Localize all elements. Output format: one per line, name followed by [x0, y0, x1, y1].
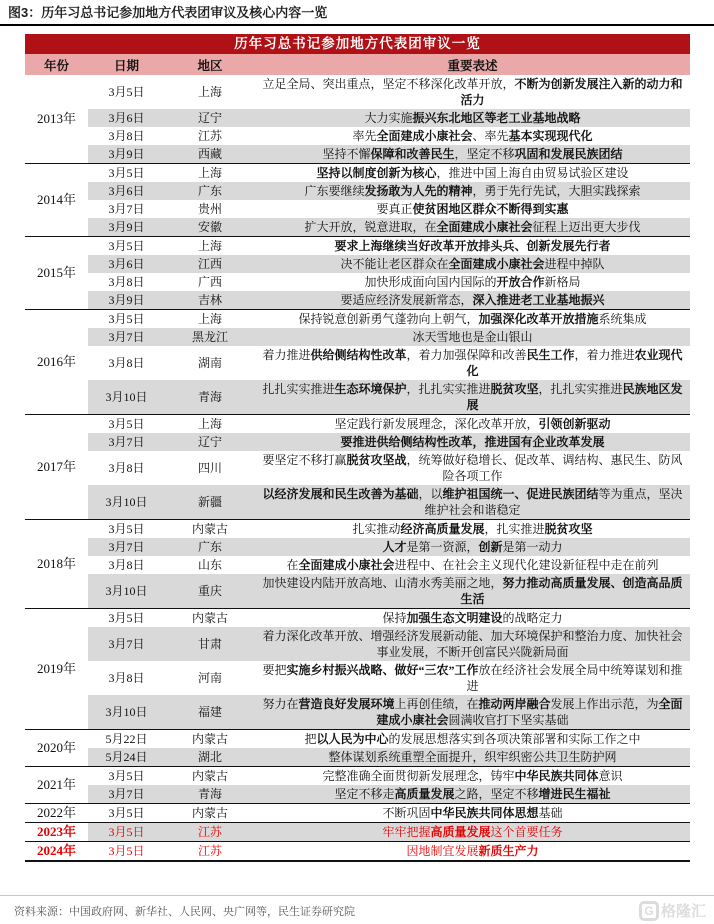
table-row	[25, 730, 690, 749]
statement-segment: 整体谋划系统重塑全面提升，织牢织密公共卫生防护网	[328, 750, 617, 764]
statement-bold-segment: 全面建成小康社会	[448, 257, 545, 271]
table-row	[25, 485, 690, 520]
statement-bold-segment: 以人民为中心	[316, 732, 389, 746]
region-cell: 安徽	[165, 218, 255, 237]
statement-segment: ，以	[418, 487, 443, 501]
figure-title: 图3：历年习总书记参加地方代表团审议及核心内容一览	[8, 5, 328, 20]
statement-cell	[255, 218, 690, 237]
statement-cell	[255, 75, 690, 109]
statement-bold-segment: 营造良好发展环境	[298, 697, 395, 711]
statement-segment: ，着力推进	[574, 348, 635, 362]
statement-bold-segment: 以经济发展和民生改善为基础	[262, 487, 419, 501]
statement-bold-segment: 努力推动高质量发展、创造高品质生活	[460, 576, 683, 606]
date-cell: 3月9日	[88, 291, 165, 310]
year-cell: 2018年	[25, 520, 88, 609]
table-row	[25, 627, 690, 661]
statement-segment: ，勇于先行先试，大胆实践探索	[472, 184, 641, 198]
statement-cell	[255, 451, 690, 485]
region-cell: 广东	[165, 538, 255, 556]
date-cell: 3月5日	[88, 164, 165, 183]
source-note: 资料来源：中国政府网、新华社、人民网、央广网等，民生证券研究院	[14, 906, 355, 918]
date-cell: 3月6日	[88, 255, 165, 273]
statement-segment: 扩大开放，锐意进取，在	[304, 220, 437, 234]
table-row	[25, 237, 690, 256]
statement-segment: 坚定践行新发展理念，深化改革开放，	[334, 417, 539, 431]
statement-segment: 要真正	[376, 202, 413, 216]
statement-bold-segment: 坚持以制度创新为核心	[316, 166, 437, 180]
region-cell: 内蒙古	[165, 804, 255, 823]
statement-cell	[255, 164, 690, 183]
region-cell: 上海	[165, 415, 255, 434]
region-cell: 江西	[165, 255, 255, 273]
table-row	[25, 164, 690, 183]
date-cell: 3月5日	[88, 767, 165, 786]
statement-bold-segment: 农业现代化	[466, 348, 683, 378]
date-cell: 3月5日	[88, 310, 165, 329]
date-cell: 3月9日	[88, 218, 165, 237]
title-underline	[0, 24, 714, 26]
statement-segment: 、率先	[472, 129, 509, 143]
table-row	[25, 75, 690, 109]
date-cell: 3月10日	[88, 485, 165, 520]
statement-segment: 因地制宜发展	[406, 844, 479, 858]
table-row	[25, 695, 690, 730]
statement-segment: 保持	[382, 611, 407, 625]
statement-segment: 的战略定力	[502, 611, 563, 625]
statement-segment: 进程中掉队	[544, 257, 605, 271]
statement-segment: 不断巩固	[382, 806, 431, 820]
year-cell: 2019年	[25, 609, 88, 730]
col-header-date: 日期	[88, 54, 165, 75]
statement-bold-segment: 高质量发展	[394, 787, 455, 801]
statement-segment: ，扎扎实实推进	[406, 382, 491, 396]
table-row	[25, 380, 690, 415]
table-row	[25, 218, 690, 237]
region-cell: 内蒙古	[165, 609, 255, 628]
table-row	[25, 109, 690, 127]
table-row	[25, 273, 690, 291]
statement-bold-segment: 民族地区发展	[466, 382, 683, 412]
statement-bold-segment: 生态环境保护	[334, 382, 407, 396]
date-cell: 5月24日	[88, 748, 165, 767]
statement-bold-segment: 维护祖国统一、促进民族团结	[442, 487, 599, 501]
date-cell: 3月5日	[88, 520, 165, 539]
statement-segment: ，统筹做好稳增长、促改革、调结构、惠民生、防风险各项工作	[406, 453, 683, 483]
statement-bold-segment: 全面建成小康社会	[376, 697, 683, 727]
statement-cell	[255, 346, 690, 380]
region-cell: 黑龙江	[165, 328, 255, 346]
statement-bold-segment: 供给侧结构性改革	[310, 348, 407, 362]
year-cell: 2014年	[25, 164, 88, 237]
table-row	[25, 785, 690, 804]
region-cell: 青海	[165, 785, 255, 804]
table-row	[25, 748, 690, 767]
statement-bold-segment: 创新	[478, 540, 503, 554]
statement-segment: 系统集成	[598, 312, 647, 326]
date-cell: 3月9日	[88, 145, 165, 164]
region-cell: 新疆	[165, 485, 255, 520]
table-row	[25, 556, 690, 574]
table-row	[25, 520, 690, 539]
statement-cell	[255, 328, 690, 346]
statement-segment: 在	[286, 558, 299, 572]
statement-bold-segment: 全面建成小康社会	[436, 220, 533, 234]
statement-bold-segment: 脱贫攻坚战	[346, 453, 407, 467]
statement-cell	[255, 748, 690, 767]
date-cell: 3月5日	[88, 237, 165, 256]
statement-bold-segment: 脱贫攻坚	[544, 522, 593, 536]
statement-cell	[255, 767, 690, 786]
region-cell: 贵州	[197, 202, 222, 216]
statement-cell	[255, 574, 690, 609]
statement-segment: 扎扎实实推进	[262, 382, 335, 396]
table-header	[25, 54, 690, 75]
date-cell: 3月5日	[108, 85, 145, 99]
statement-segment: 扎实推动	[352, 522, 401, 536]
year-cell: 2021年	[25, 767, 88, 804]
statement-cell	[255, 804, 690, 823]
region-cell: 四川	[197, 461, 222, 475]
col-header-year: 年份	[25, 54, 88, 75]
statement-segment: 保持锐意创新勇气蓬勃向上朝气，	[298, 312, 479, 326]
statement-cell	[255, 433, 690, 451]
statement-bold-segment: 开放合作	[496, 275, 545, 289]
statement-bold-segment: 高质量发展	[430, 825, 491, 839]
table-row	[25, 574, 690, 609]
statement-cell	[255, 237, 690, 256]
statement-bold-segment: 不断为创新发展注入新的动力和活力	[460, 77, 683, 107]
statement-bold-segment: 民生工作	[526, 348, 575, 362]
statement-cell	[255, 823, 690, 842]
statement-segment: 是第一动力	[502, 540, 563, 554]
statement-bold-segment: 中华民族共同体	[514, 769, 599, 783]
statement-segment: 率先	[352, 129, 377, 143]
year-cell: 2017年	[25, 415, 88, 520]
statement-bold-segment: 基本实现现代化	[508, 129, 593, 143]
statement-cell	[255, 415, 690, 434]
table-row	[25, 415, 690, 434]
statement-segment: 要把	[262, 663, 287, 677]
region-cell: 河南	[197, 671, 222, 685]
year-cell: 2022年	[25, 804, 88, 823]
date-cell: 3月8日	[108, 275, 145, 289]
statement-segment: 广东要继续	[304, 184, 365, 198]
statement-segment: 上再创佳绩，在	[394, 697, 479, 711]
date-cell: 3月7日	[88, 538, 165, 556]
statement-bold-segment: 深入推进老工业基地振兴	[472, 293, 605, 307]
col-header-region: 地区	[165, 54, 255, 75]
region-cell: 内蒙古	[165, 767, 255, 786]
date-cell: 3月10日	[88, 695, 165, 730]
statement-segment: 基础	[538, 806, 563, 820]
statement-bold-segment: 实施乡村振兴战略、做好“三农”工作	[286, 663, 479, 677]
statement-segment: 这个首要任务	[490, 825, 563, 839]
statement-segment: ，扎扎实实推进	[538, 382, 623, 396]
statement-bold-segment: 经济高质量发展	[400, 522, 485, 536]
table-row	[25, 451, 690, 485]
statement-segment: 努力在	[262, 697, 299, 711]
region-cell: 广东	[165, 182, 255, 200]
statement-bold-segment: 脱贫攻坚	[490, 382, 539, 396]
region-cell: 吉林	[165, 291, 255, 310]
statement-cell	[255, 520, 690, 539]
statement-segment: 决不能让老区群众在	[340, 257, 449, 271]
region-cell: 湖北	[165, 748, 255, 767]
statement-cell	[255, 695, 690, 730]
statement-segment: 大力实施	[364, 111, 413, 125]
statement-segment: 要适应经济发展新常态，	[340, 293, 473, 307]
statement-segment: 放在经济社会发展全局中统筹谋划和推进	[466, 663, 683, 693]
statement-segment: ，扎实推进	[484, 522, 545, 536]
statement-segment: ，坚定不移	[454, 147, 515, 161]
region-cell: 上海	[165, 310, 255, 329]
region-cell: 辽宁	[165, 433, 255, 451]
statement-segment: ，着力加强保障和改善	[406, 348, 527, 362]
statement-cell	[255, 109, 690, 127]
statement-segment: 坚持不懈	[322, 147, 371, 161]
statement-cell	[255, 291, 690, 310]
statement-segment: 新格局	[544, 275, 581, 289]
statement-bold-segment: 保障和改善民生	[370, 147, 455, 161]
date-cell: 5月22日	[88, 730, 165, 749]
statement-cell	[255, 127, 690, 145]
table-title-band: 历年习总书记参加地方代表团审议一览	[25, 34, 690, 54]
table-row	[25, 182, 690, 200]
statement-cell	[255, 182, 690, 200]
statement-segment: 冰天雪地也是金山银山	[412, 330, 533, 344]
statement-bold-segment: 新质生产力	[478, 844, 539, 858]
statement-bold-segment: 全面建成小康社会	[298, 558, 395, 572]
date-cell: 3月8日	[108, 461, 145, 475]
year-cell: 2016年	[25, 310, 88, 415]
region-cell: 湖南	[197, 356, 222, 370]
region-cell: 福建	[165, 695, 255, 730]
date-cell: 3月5日	[88, 609, 165, 628]
header-row	[25, 54, 690, 75]
date-cell: 3月8日	[108, 558, 145, 572]
statement-cell	[255, 730, 690, 749]
logo-g-icon: G	[639, 901, 659, 921]
statement-segment: 之路，坚定不移	[454, 787, 539, 801]
year-cell: 2020年	[25, 730, 88, 767]
date-cell: 3月7日	[88, 433, 165, 451]
statement-segment: 完整准确全面贯彻新发展理念，铸牢	[322, 769, 515, 783]
region-cell: 江苏	[197, 129, 222, 143]
date-cell: 3月8日	[108, 129, 145, 143]
table-row	[25, 433, 690, 451]
region-cell: 甘肃	[165, 627, 255, 661]
statement-cell	[255, 609, 690, 628]
region-cell: 内蒙古	[165, 730, 255, 749]
region-cell: 辽宁	[165, 109, 255, 127]
table-row	[25, 842, 690, 862]
region-cell: 内蒙古	[165, 520, 255, 539]
statement-cell	[255, 556, 690, 574]
delegation-table	[25, 54, 690, 862]
date-cell: 3月5日	[88, 823, 165, 842]
table-row	[25, 145, 690, 164]
statement-segment: 圆满收官打下坚实基础	[448, 713, 569, 727]
statement-segment: 牢牢把握	[382, 825, 431, 839]
col-header-statement: 重要表述	[255, 54, 690, 75]
statement-segment: 进程中、在社会主义现代化建设新征程中走在前列	[394, 558, 659, 572]
statement-cell	[255, 485, 690, 520]
statement-cell	[255, 145, 690, 164]
statement-segment: 加快建设内陆开放高地、山清水秀美丽之地，	[262, 576, 503, 590]
date-cell: 3月5日	[88, 842, 165, 862]
table-row	[25, 538, 690, 556]
statement-bold-segment: 要求上海继续当好改革开放排头兵、创新发展先行者	[334, 239, 611, 253]
statement-cell	[255, 380, 690, 415]
date-cell: 3月6日	[88, 182, 165, 200]
statement-bold-segment: 要推进供给侧结构性改革，推进国有企业改革发展	[340, 435, 605, 449]
date-cell: 3月7日	[88, 785, 165, 804]
statement-segment: 把	[304, 732, 317, 746]
date-cell: 3月6日	[88, 109, 165, 127]
date-cell: 3月7日	[108, 202, 145, 216]
gelonghui-logo	[639, 900, 706, 921]
statement-bold-segment: 巩固和发展民族团结	[514, 147, 623, 161]
year-cell: 2024年	[25, 842, 88, 862]
statement-segment: 加快形成面向国内国际的	[364, 275, 497, 289]
statement-cell	[255, 255, 690, 273]
statement-bold-segment: 发扬敢为人先的精神	[364, 184, 473, 198]
statement-bold-segment: 加强生态文明建设	[406, 611, 503, 625]
region-cell: 上海	[165, 237, 255, 256]
statement-segment: 是第一资源，	[406, 540, 479, 554]
statement-bold-segment: 引领创新驱动	[538, 417, 611, 431]
statement-segment: 征程上迈出更大步伐	[532, 220, 641, 234]
region-cell: 江苏	[165, 842, 255, 862]
year-cell: 2015年	[25, 237, 88, 310]
year-cell: 2023年	[25, 823, 88, 842]
table-row	[25, 823, 690, 842]
region-cell: 西藏	[165, 145, 255, 164]
footer	[0, 895, 714, 919]
statement-bold-segment: 人才	[382, 540, 407, 554]
statement-segment: 立足全局、突出重点，坚定不移深化改革开放，	[262, 77, 515, 91]
statement-cell	[255, 538, 690, 556]
statement-bold-segment: 增进民生福祉	[538, 787, 611, 801]
statement-cell	[255, 273, 690, 291]
statement-segment: 的发展思想落实到各项决策部署和实际工作之中	[388, 732, 641, 746]
table-body	[25, 75, 690, 861]
table-row	[25, 291, 690, 310]
region-cell: 山东	[197, 558, 222, 572]
region-cell: 上海	[165, 164, 255, 183]
table-row	[25, 328, 690, 346]
region-cell: 广西	[197, 275, 222, 289]
statement-segment: ，推进中国上海自由贸易试验区建设	[436, 166, 629, 180]
date-cell: 3月10日	[88, 380, 165, 415]
statement-bold-segment: 全面建成小康社会	[376, 129, 473, 143]
table-row	[25, 609, 690, 628]
statement-segment: 意识	[598, 769, 623, 783]
statement-bold-segment: 振兴东北地区等老工业基地战略	[412, 111, 581, 125]
logo-text: 格隆汇	[660, 903, 706, 920]
table-row	[25, 310, 690, 329]
statement-segment: 发展上作出示范，为	[550, 697, 659, 711]
table-row	[25, 767, 690, 786]
region-cell: 上海	[197, 85, 222, 99]
year-cell: 2013年	[25, 75, 88, 164]
statement-bold-segment: 使贫困地区群众不断得到实惠	[412, 202, 569, 216]
region-cell: 江苏	[165, 823, 255, 842]
statement-cell	[255, 785, 690, 804]
date-cell: 3月7日	[88, 627, 165, 661]
date-cell: 3月7日	[88, 328, 165, 346]
date-cell: 3月10日	[88, 574, 165, 609]
region-cell: 重庆	[165, 574, 255, 609]
statement-bold-segment: 加强深化改革开放措施	[478, 312, 599, 326]
table-row	[25, 804, 690, 823]
statement-segment: 要坚定不移打赢	[262, 453, 347, 467]
statement-cell	[255, 310, 690, 329]
statement-cell	[255, 842, 690, 862]
region-cell: 青海	[165, 380, 255, 415]
table-row	[25, 661, 690, 695]
table-row	[25, 127, 690, 145]
table-row	[25, 200, 690, 218]
date-cell: 3月8日	[108, 671, 145, 685]
statement-cell	[255, 200, 690, 218]
table-wrap	[25, 34, 690, 862]
table-row	[25, 346, 690, 380]
statement-cell	[255, 627, 690, 661]
table-row	[25, 255, 690, 273]
date-cell: 3月8日	[108, 356, 145, 370]
date-cell: 3月5日	[88, 804, 165, 823]
statement-segment: 等为重点，坚决维护社会和谐稳定	[424, 487, 683, 517]
statement-segment: 坚定不移走	[334, 787, 395, 801]
statement-cell	[255, 661, 690, 695]
statement-segment: 着力深化改革开放、增强经济发展新动能、加大环境保护和整治力度、加快社会事业发展，不断开创富民兴陇新局面	[262, 629, 683, 659]
date-cell: 3月5日	[88, 415, 165, 434]
statement-bold-segment: 推动两岸融合	[478, 697, 551, 711]
statement-bold-segment: 中华民族共同体思想	[430, 806, 539, 820]
statement-segment: 着力推进	[262, 348, 311, 362]
